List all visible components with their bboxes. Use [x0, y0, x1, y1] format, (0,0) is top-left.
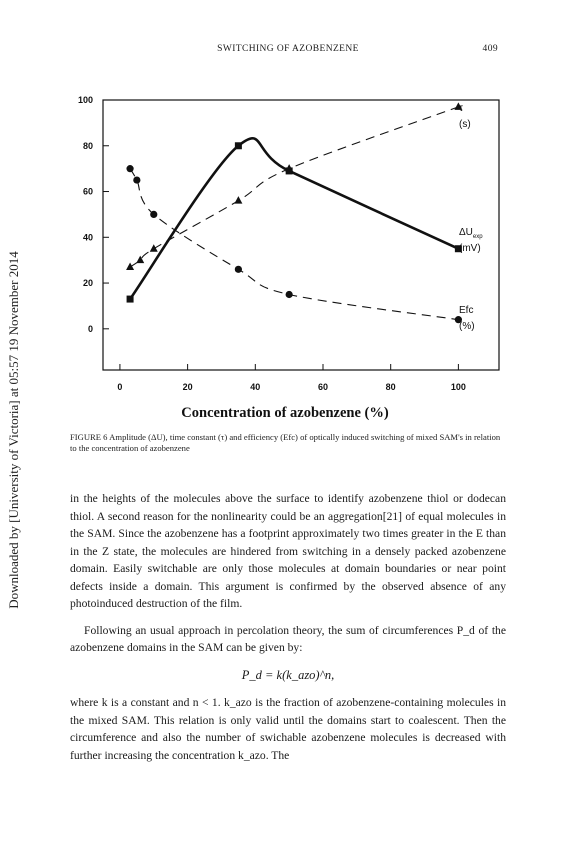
x-tick-label: 20: [182, 382, 193, 392]
data-point-circle: [235, 266, 242, 273]
x-axis-label: Concentration of azobenzene (%): [181, 405, 389, 421]
series-label-name: τ: [459, 103, 463, 114]
paragraph-2-text: Following an usual approach in percolation theory, the sum of circumferences P_d of the azobenzene domains in the SAM can be given by:: [70, 623, 506, 654]
x-tick-label: 80: [385, 382, 396, 392]
x-axis-ticks: [117, 364, 465, 392]
equation: P_d = k(k_azo)^n,: [241, 667, 335, 682]
caption-label: FIGURE 6: [70, 432, 108, 442]
plot-frame: [103, 100, 499, 370]
paragraph-2: [70, 622, 506, 657]
series-label-unit: (%): [459, 321, 475, 332]
series-label-name: $\Delta U_{exp}$: [459, 227, 483, 240]
data-point-circle: [133, 176, 140, 183]
series-labels: [459, 103, 483, 332]
y-axis-ticks: [78, 95, 109, 334]
data-point-circle: [150, 211, 157, 218]
paragraph-1: in the heights of the molecules above the surface to identify azobenzene thiol or dodecan thiol. A second reason for the nonlinearity could be an aggregation[21] of equal molecules in the SAM. Since the azobenzene has a footprint approximately two times greater in the E than in the Z state, the molecules are hindered from switching in a densely packed azobenzene domain. Easily switchable are only those molecules at domain boundaries or near point defects inside a domain. This argument is confirmed by the observed absence of any photoinduced destruction of the film.: [70, 492, 506, 610]
data-point-square: [127, 296, 134, 303]
y-tick-label: 80: [82, 140, 93, 151]
data-point-triangle: [150, 244, 158, 252]
y-tick-label: 0: [87, 323, 93, 334]
data-point-square: [235, 142, 242, 149]
series-line-2: [130, 107, 458, 267]
y-tick-label: 60: [82, 186, 93, 197]
figure-caption: [70, 432, 506, 454]
series-label-unit: (s): [459, 119, 471, 130]
y-tick-label: 40: [82, 232, 93, 243]
series-line-3: [130, 169, 458, 320]
download-note-text: Downloaded by [University of Victoria] at 05:57 19 November 2014: [6, 251, 21, 609]
x-tick-label: 40: [250, 382, 261, 392]
series-line-1: [130, 138, 458, 299]
data-point-circle: [286, 291, 293, 298]
paragraph-3: where k is a constant and n < 1. k_azo is the fraction of azobenzene-containing molecules in the mixed SAM. This relation is only valid until the domains start to coalescent. Then the circumference and also the number of swichable azobenzene molecules is decreased with further increasing the concentration k_azo. The: [70, 696, 506, 762]
data-point-circle: [126, 165, 133, 172]
caption-text: Amplitude (ΔU), time constant (τ) and efficiency (Efc) of optically induced switching of mixed SAM's in relation to the concentration of azobenzene: [70, 432, 501, 453]
series-layer: [126, 102, 462, 323]
x-tick-label: 0: [117, 382, 123, 392]
series-label-unit: (mV): [459, 243, 481, 254]
series-label-name: Efc: [459, 305, 474, 316]
figure-chart: [0, 0, 576, 430]
page-number: 409: [482, 44, 498, 54]
x-tick-label: 60: [317, 382, 329, 392]
running-title: SWITCHING OF AZOBENZENE: [217, 44, 359, 54]
series-label-subscript: exp: [472, 234, 483, 240]
data-point-triangle: [234, 196, 242, 204]
y-tick-label: 20: [82, 278, 93, 289]
y-tick-label: 100: [77, 95, 93, 105]
x-tick-label: 100: [450, 382, 466, 392]
data-point-triangle: [126, 263, 134, 271]
body-text: [70, 490, 506, 764]
